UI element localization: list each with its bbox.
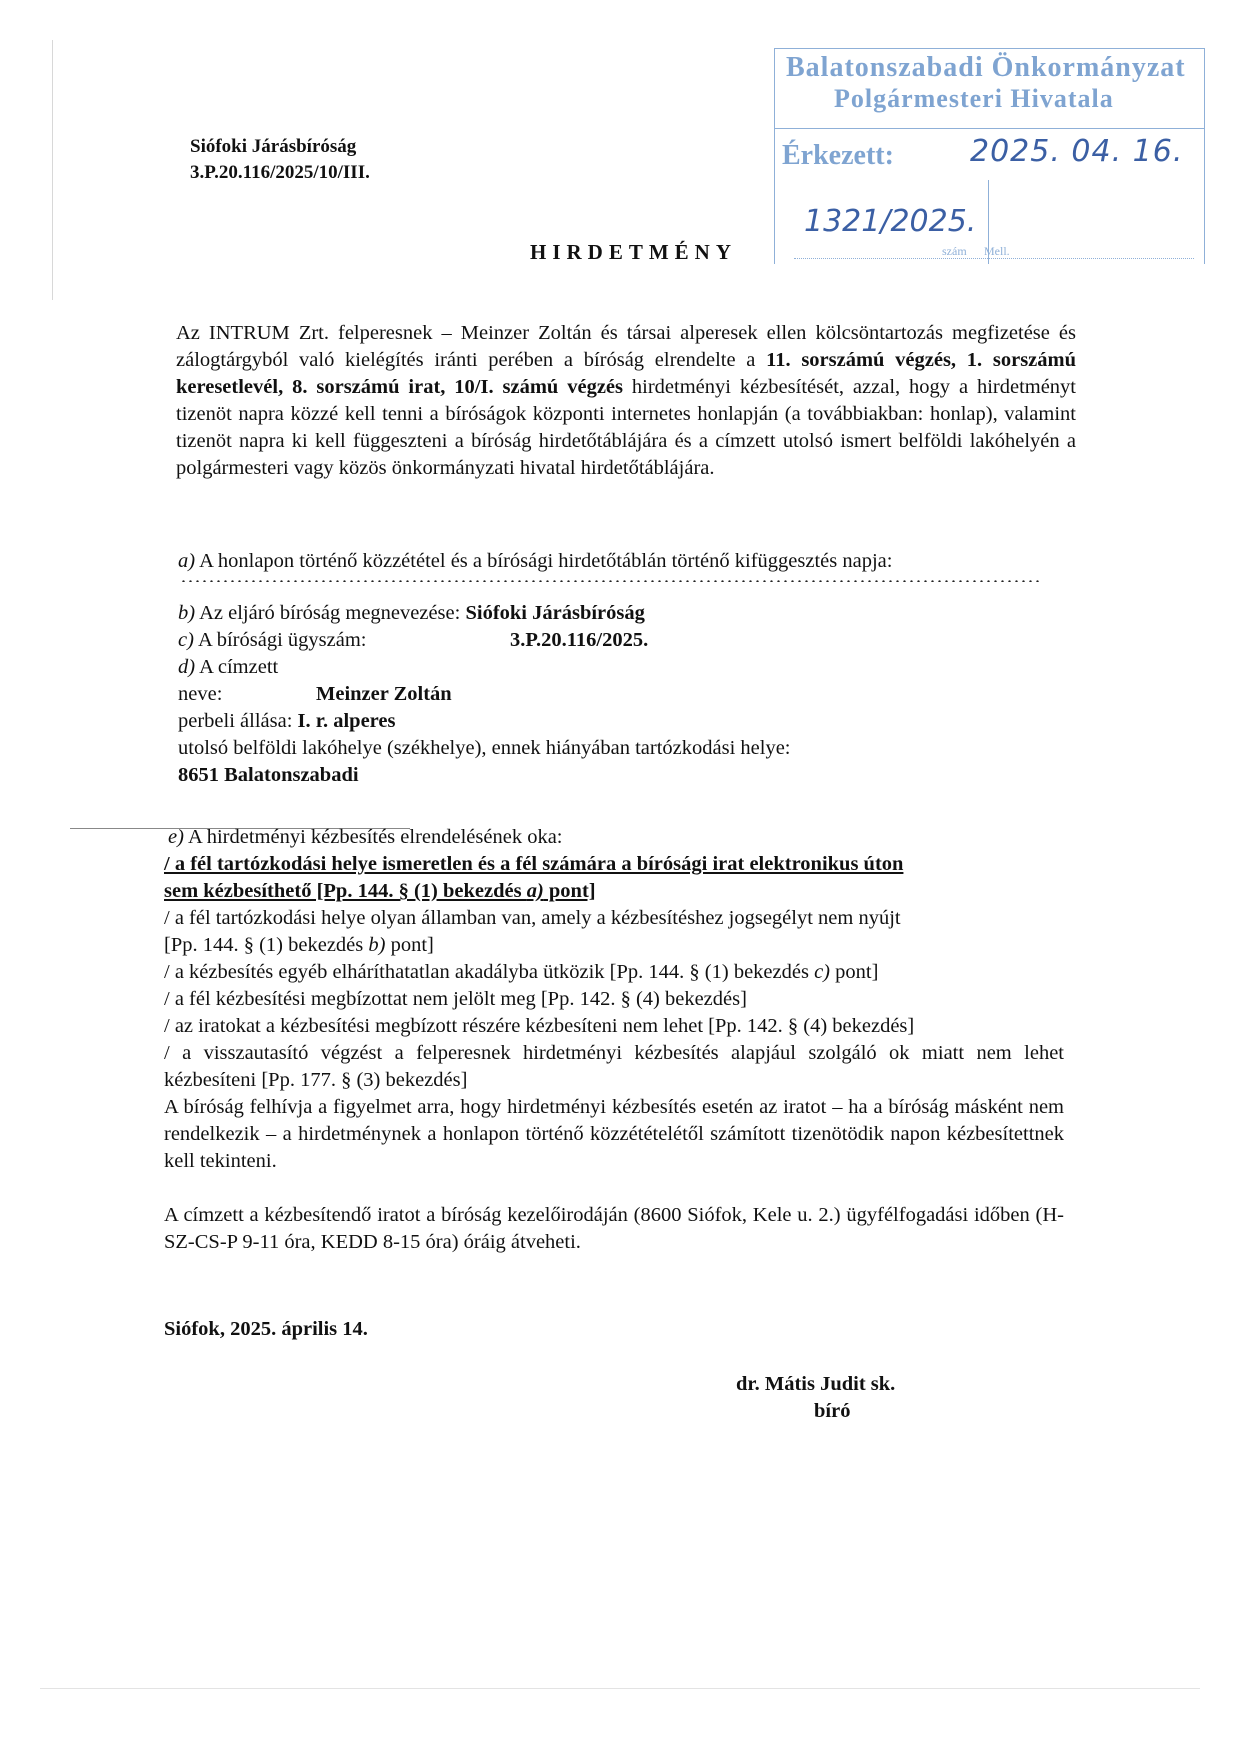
stamp-arrived-date: 2025. 04. 16. bbox=[970, 134, 1184, 169]
item-d-label: A címzett bbox=[199, 656, 279, 678]
reason-selected-line2 bbox=[164, 878, 1064, 905]
case-reference: 3.P.20.116/2025/10/III. bbox=[190, 162, 370, 183]
item-e-label: A hirdetményi kézbesítés elrendelésének oka: bbox=[187, 826, 563, 848]
reason-selected-end: pont] bbox=[543, 880, 596, 902]
reason-3-text: / a kézbesítés egyéb elháríthatatlan akadályba ütközik [Pp. 144. § (1) bekezdés bbox=[164, 961, 815, 983]
intro-text-2: hirdetményi kézbesítését, azzal, hogy a hirdetményt tizenöt napra közzé kell tenni a bíróságok központi internetes honlapján (a továbbiakban: honlap), valamint tizenöt napra ki kell függeszteni a bíróság hirdetőtáblájára és a címzett utolsó ismert belföldi lakóhelyén a polgármesteri vagy közös önkormányzati hivatal hirdetőtáblájára. bbox=[176, 376, 1077, 479]
stamp-registration-number: 1321/2025. bbox=[804, 204, 977, 239]
reason-6: / a visszautasító végzést a felperesnek hirdetményi kézbesítés alapjául szolgáló ok miatt nem lehet kézbesíteni [Pp. 177. § (3) bekezdés] bbox=[164, 1042, 1064, 1091]
reason-selected-line1: / a fél tartózkodási helye ismeretlen és a fél számára a bírósági irat elektronikus úton bbox=[164, 853, 904, 875]
reason-2-line1: / a fél tartózkodási helye olyan államban van, amely a kézbesítéshez jogsegélyt nem nyújt bbox=[164, 907, 901, 929]
address-value: 8651 Balatonszabadi bbox=[178, 764, 359, 786]
role-label: perbeli állása: bbox=[178, 710, 298, 732]
name-value: Meinzer Zoltán bbox=[316, 683, 452, 705]
item-b-label: Az eljáró bíróság megnevezése: bbox=[199, 602, 466, 624]
item-b-letter: b) bbox=[178, 602, 196, 624]
reason-3-point: c) bbox=[814, 961, 831, 983]
signatory-role: bíró bbox=[814, 1400, 851, 1422]
intro-paragraph bbox=[176, 320, 1076, 482]
notice-paragraph: A bíróság felhívja a figyelmet arra, hogy hirdetményi kézbesítés esetén az iratot – ha a bíróság másként nem rendelkezik – a hirdetménynek a honlapon történő közzétételétől számított tizenötödik napon kézbesítettnek kell tekinteni. bbox=[164, 1096, 1064, 1172]
scan-edge-line-bottom bbox=[40, 1688, 1200, 1689]
reason-2-end: pont] bbox=[385, 934, 434, 956]
reason-2-line2 bbox=[164, 932, 1064, 959]
stamp-org-line1: Balatonszabadi Önkormányzat bbox=[786, 52, 1186, 83]
item-c-value: 3.P.20.116/2025. bbox=[510, 629, 649, 651]
item-b-value: Siófoki Járásbíróság bbox=[465, 602, 645, 624]
item-d-letter: d) bbox=[178, 656, 196, 678]
stamp-szam-label: szám bbox=[942, 244, 967, 258]
scan-edge-line bbox=[52, 40, 53, 300]
item-a bbox=[178, 548, 1078, 575]
stamp-border-top bbox=[774, 48, 1204, 49]
reason-selected-point: a) bbox=[526, 880, 544, 902]
intro-documents: 11. sorszámú végzés, 1. sorszámú keresetlevél, 8. sorszámú irat, 10/I. számú végzés bbox=[176, 349, 1076, 398]
date-fill-line bbox=[180, 580, 1040, 582]
stamp-border-right bbox=[1204, 48, 1205, 264]
stamp-divider bbox=[774, 128, 1204, 129]
reason-5: / az iratokat a kézbesítési megbízott részére kézbesíteni nem lehet [Pp. 142. § (4) bekezdés] bbox=[164, 1015, 915, 1037]
reason-selected-text: sem kézbesíthető [Pp. 144. § (1) bekezdés bbox=[164, 880, 527, 902]
stamp-org-line2: Polgármesteri Hivatala bbox=[834, 84, 1114, 113]
addressee-details bbox=[178, 600, 1078, 789]
reason-2-text: [Pp. 144. § (1) bekezdés bbox=[164, 934, 369, 956]
reason-3-end: pont] bbox=[830, 961, 879, 983]
role-value: I. r. alperes bbox=[297, 710, 396, 732]
reasons-section bbox=[164, 824, 1064, 1256]
stamp-mell-label: Mell. bbox=[984, 244, 1010, 258]
intro-text-1: Az INTRUM Zrt. felperesnek – Meinzer Zoltán és társai alperesek ellen kölcsöntartozás megfizetése és zálogtárgyból való kielégítés iránti perében a bíróság elrendelte a bbox=[176, 322, 1076, 371]
stamp-dotted-line bbox=[794, 258, 1194, 259]
reason-4: / a fél kézbesítési megbízottat nem jelölt meg [Pp. 142. § (4) bekezdés] bbox=[164, 988, 747, 1010]
court-name: Siófoki Járásbíróság bbox=[190, 136, 357, 157]
item-c-letter: c) bbox=[178, 629, 194, 651]
document-title: HIRDETMÉNY bbox=[530, 240, 738, 264]
court-header bbox=[190, 134, 370, 186]
address-label: utolsó belföldi lakóhelye (székhelye), ennek hiányában tartózkodási helye: bbox=[178, 737, 791, 759]
name-label: neve: bbox=[178, 683, 223, 705]
stamp-arrived-label: Érkezett: bbox=[782, 140, 894, 171]
signature-block bbox=[736, 1371, 895, 1425]
reason-3 bbox=[164, 959, 1064, 986]
document-date: Siófok, 2025. április 14. bbox=[164, 1318, 368, 1340]
item-e-letter: e) bbox=[168, 826, 184, 848]
receipt-stamp bbox=[774, 48, 1206, 264]
item-a-letter: a) bbox=[178, 550, 196, 572]
signatory-name: dr. Mátis Judit sk. bbox=[736, 1373, 896, 1395]
pickup-paragraph: A címzett a kézbesítendő iratot a bíróság kezelőirodáján (8600 Siófok, Kele u. 2.) ügyfélfogadási időben (H-SZ-CS-P 9-11 óra, KEDD 8-15 óra) óráig átveheti. bbox=[164, 1204, 1064, 1253]
stamp-border-left bbox=[774, 48, 775, 264]
item-c-label: A bírósági ügyszám: bbox=[197, 629, 367, 651]
item-a-text: A honlapon történő közzététel és a bírósági hirdetőtáblán történő kifüggesztés napja: bbox=[199, 550, 893, 572]
reason-2-point: b) bbox=[368, 934, 386, 956]
